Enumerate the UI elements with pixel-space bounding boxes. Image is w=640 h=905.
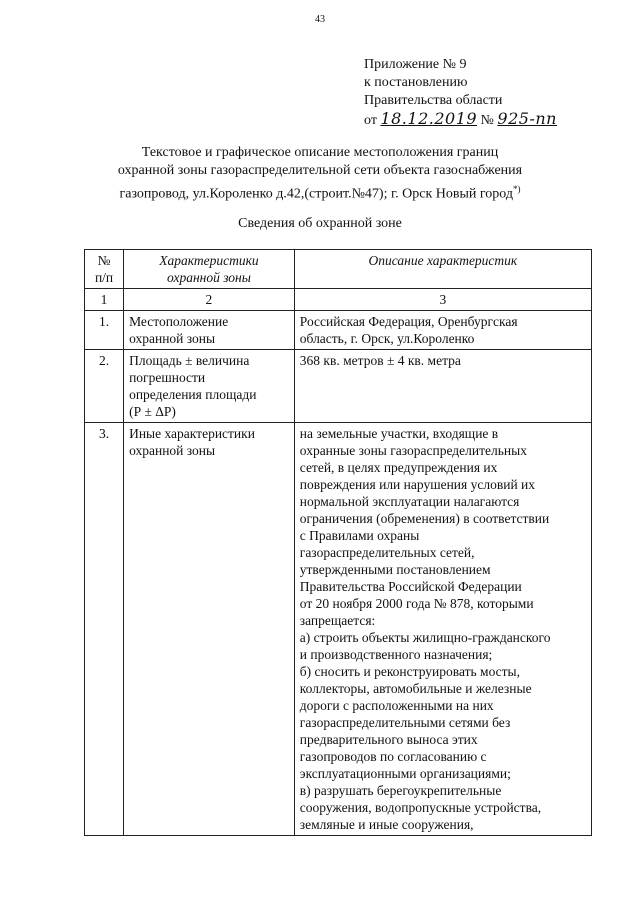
table-row (85, 423, 592, 836)
row-3-desc-line: эксплуатационными организациями; (299, 766, 511, 781)
header-col-description: Описание характеристик (294, 250, 591, 289)
row-2-char-line: определения площади (129, 387, 257, 402)
row-3-desc-line: дороги с расположенными на них (299, 698, 494, 713)
row-3-desc-line: б) сносить и реконструировать мосты, (299, 664, 520, 679)
row-2-characteristic (124, 350, 295, 423)
row-3-desc-line: предварительного выноса этих (299, 732, 478, 747)
row-2-char-line: погрешности (129, 370, 206, 385)
header-num-line-1: № (97, 253, 111, 268)
row-3-desc-line: сооружения, водопропускные устройства, (299, 800, 542, 815)
row-3-desc-line: от 20 ноября 2000 года № 878, которыми (299, 596, 534, 611)
row-1-char-line: Местоположение (129, 314, 229, 329)
title-line-2: охранной зоны газораспределительной сети объекта газоснабжения (117, 163, 523, 178)
row-3-characteristic (124, 423, 295, 836)
document-title (0, 144, 640, 204)
row-3-desc-line: ограничения (обременения) в соответствии (299, 511, 550, 526)
annex-number-label: № (480, 113, 494, 128)
annex-line-3: Правительства области (364, 93, 503, 108)
row-3-desc-line: охранные зоны газораспределительных (299, 443, 527, 458)
row-2-desc-line: 368 кв. метров ± 4 кв. метра (299, 353, 461, 368)
header-char-line-2: охранной зоны (166, 270, 251, 285)
annex-date: 18.12.2019 (380, 109, 478, 128)
table-header-row (85, 250, 592, 289)
row-2-char-line: Площадь ± величина (129, 353, 250, 368)
annex-line-2: к постановлению (364, 75, 468, 90)
annex-date-line (364, 110, 557, 130)
row-3-char-line: охранной зоны (129, 443, 216, 458)
row-1-desc-line: Российская Федерация, Оренбургская (299, 314, 518, 329)
row-3-desc-line: сетей, в целях предупреждения их (299, 460, 498, 475)
row-3-desc-line: в) разрушать берегоукрепительные (299, 783, 502, 798)
row-3-desc-line: и производственного назначения; (299, 647, 493, 662)
numbering-cell-1: 1 (85, 289, 124, 311)
numbering-cell-2: 2 (124, 289, 295, 311)
row-2-num: 2. (85, 350, 124, 423)
row-3-desc-line: нормальной эксплуатации налагаются (299, 494, 520, 509)
row-3-desc-line: а) строить объекты жилищно-гражданского (299, 630, 551, 645)
header-col-characteristic (124, 250, 295, 289)
row-3-desc-line: Правительства Российской Федерации (299, 579, 522, 594)
row-3-desc-line: земляные и иные сооружения, (299, 817, 474, 832)
row-3-char-line: Иные характеристики (129, 426, 255, 441)
row-3-desc-line: повреждения или нарушения условий их (299, 477, 536, 492)
header-col-num (85, 250, 124, 289)
annex-line-1: Приложение № 9 (364, 57, 467, 72)
row-3-desc-line: с Правилами охраны (299, 528, 420, 543)
numbering-cell-3: 3 (294, 289, 591, 311)
row-3-desc-line: газопроводов по согласованию с (299, 749, 487, 764)
title-line-3-text: газопровод, ул.Короленко д.42,(строит.№47); г. Орск Новый город (119, 186, 514, 202)
row-3-description (294, 423, 591, 836)
table-row (85, 311, 592, 350)
row-3-desc-line: газораспределительных сетей, (299, 545, 475, 560)
header-char-line-1: Характеристики (159, 253, 259, 268)
row-3-desc-line: утвержденными постановлением (299, 562, 491, 577)
annex-from-label: от (364, 113, 377, 128)
row-1-char-line: охранной зоны (129, 331, 216, 346)
section-title: Сведения об охранной зоне (238, 216, 402, 231)
annex-block (364, 56, 557, 130)
row-3-desc-line: на земельные участки, входящие в (299, 426, 499, 441)
zone-table (84, 249, 592, 836)
row-3-desc-line: запрещается: (299, 613, 376, 628)
table-numbering-row (85, 289, 592, 311)
header-num-line-2: п/п (94, 270, 114, 285)
page-number: 43 (315, 14, 325, 25)
annex-number: 925-пп (497, 109, 557, 128)
table-row (85, 350, 592, 423)
row-1-desc-line: область, г. Орск, ул.Короленко (299, 331, 475, 346)
title-line-1: Текстовое и графическое описание местоположения границ (141, 145, 499, 160)
footnote-mark: *) (513, 184, 521, 194)
row-2-description (294, 350, 591, 423)
row-2-char-line: (Р ± ΔР) (129, 404, 176, 419)
row-3-desc-line: газораспределительными сетями без (299, 715, 511, 730)
row-3-desc-line: коллекторы, автомобильные и железные (299, 681, 532, 696)
row-1-num: 1. (85, 311, 124, 350)
row-3-num: 3. (85, 423, 124, 836)
row-1-characteristic (124, 311, 295, 350)
row-1-description (294, 311, 591, 350)
title-line-3 (0, 180, 640, 204)
